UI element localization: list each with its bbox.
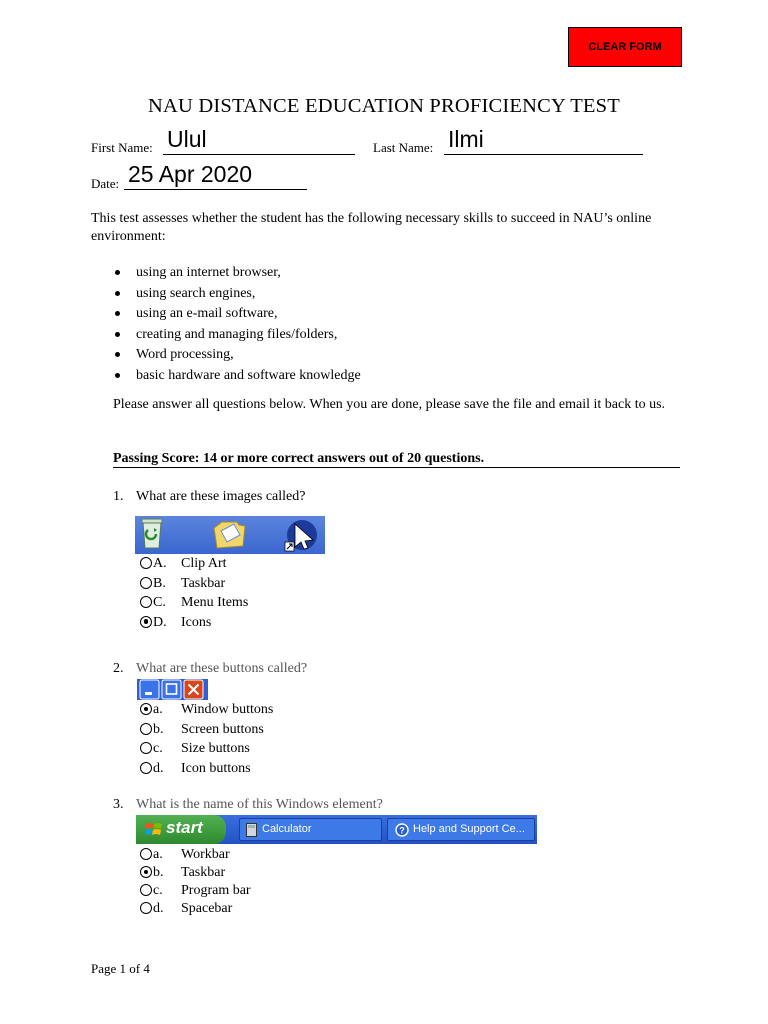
shortcut-icon (285, 520, 317, 551)
desktop-icons-image (135, 516, 325, 554)
radio-icon[interactable] (140, 742, 152, 754)
skill-item (113, 366, 613, 387)
page-title: NAU DISTANCE EDUCATION PROFICIENCY TEST (148, 95, 620, 117)
skill-text: creating and managing files/folders, (136, 326, 338, 342)
option-letter: c. (153, 883, 163, 898)
skill-item (113, 345, 613, 366)
option-text: Menu Items (181, 595, 249, 610)
intro-text: This test assesses whether the student has the following necessary skills to succeed in NAU’s online environment: (91, 211, 652, 244)
answer-option[interactable] (140, 739, 400, 758)
passing-score: Passing Score: 14 or more correct answers out of 20 questions. (113, 451, 485, 466)
option-text: Clip Art (181, 556, 227, 571)
bullet-icon (115, 352, 120, 357)
taskbar-image (136, 815, 537, 844)
minimize-icon (140, 680, 159, 699)
skill-item (113, 263, 613, 284)
skill-item (113, 325, 613, 346)
option-letter: B. (153, 575, 166, 591)
windows-logo-icon (145, 821, 163, 838)
skill-text: using search engines, (136, 285, 256, 301)
help-icon (395, 823, 409, 837)
instructions-text: Please answer all questions below. When you are done, please save the file and email it back to us. (113, 397, 666, 412)
taskbar-item-help (387, 818, 535, 841)
option-letter: b. (153, 865, 164, 880)
folder-icon (214, 522, 245, 548)
radio-icon[interactable] (140, 723, 152, 735)
answer-option[interactable] (140, 554, 400, 573)
skill-item (113, 284, 613, 305)
answer-option[interactable] (140, 845, 400, 864)
question-3-text: What is the name of this Windows element? (136, 797, 383, 812)
option-text: Taskbar (181, 575, 226, 591)
radio-selected-icon[interactable] (140, 703, 152, 715)
skill-text: using an internet browser, (136, 265, 281, 280)
clear-form-button[interactable]: CLEAR FORM (568, 27, 682, 67)
option-letter: C. (153, 595, 166, 610)
option-letter: A. (153, 556, 167, 571)
answer-option[interactable] (140, 881, 400, 900)
date-field[interactable]: 25 Apr 2020 (124, 161, 307, 190)
option-text: Program bar (181, 883, 251, 898)
option-letter: b. (153, 721, 164, 737)
question-3-options (140, 845, 440, 925)
radio-icon[interactable] (140, 884, 152, 896)
option-text: Workbar (181, 847, 230, 862)
start-label: start (166, 818, 203, 837)
taskbar-item-label: Calculator (262, 823, 312, 835)
start-button (136, 815, 226, 844)
question-2-number: 2. (113, 661, 124, 676)
option-text: Screen buttons (181, 721, 264, 737)
option-letter: a. (153, 702, 163, 717)
answer-option[interactable] (140, 593, 400, 612)
question-1-options (140, 554, 440, 634)
answer-option[interactable] (140, 899, 400, 918)
option-letter: d. (153, 901, 164, 916)
option-text: Spacebar (181, 901, 233, 916)
answer-option[interactable] (140, 700, 400, 719)
last-name-field[interactable]: Ilmi (444, 126, 643, 155)
close-icon (184, 680, 203, 699)
skill-item (113, 304, 613, 325)
radio-icon[interactable] (140, 902, 152, 914)
last-name-label: Last Name: (373, 140, 434, 155)
question-2-options (140, 700, 440, 780)
radio-selected-icon[interactable] (140, 616, 152, 628)
taskbar-item-label: Help and Support Ce... (413, 823, 525, 835)
question-3-number: 3. (113, 797, 124, 812)
skill-text: Word processing, (136, 347, 234, 362)
skills-list (113, 263, 613, 386)
bullet-icon (115, 291, 120, 296)
option-letter: d. (153, 760, 164, 776)
option-text: Icon buttons (181, 760, 251, 776)
answer-option[interactable] (140, 759, 400, 778)
recycle-bin-icon (142, 519, 162, 548)
bullet-icon (115, 373, 120, 378)
svg-text:?: ? (399, 825, 405, 836)
radio-icon[interactable] (140, 557, 152, 569)
question-1-number: 1. (113, 489, 124, 504)
calculator-icon (246, 823, 257, 837)
radio-icon[interactable] (140, 848, 152, 860)
radio-icon[interactable] (140, 596, 152, 608)
answer-option[interactable] (140, 863, 400, 882)
option-letter: D. (153, 614, 167, 630)
question-2-text: What are these buttons called? (136, 661, 308, 676)
first-name-field[interactable]: Ulul (163, 126, 355, 155)
answer-option[interactable] (140, 613, 400, 632)
option-text: Taskbar (181, 865, 226, 880)
option-text: Window buttons (181, 702, 274, 717)
option-letter: a. (153, 847, 163, 862)
radio-icon[interactable] (140, 577, 152, 589)
answer-option[interactable] (140, 720, 400, 739)
first-name-label: First Name: (91, 140, 153, 155)
option-letter: c. (153, 741, 163, 756)
bullet-icon (115, 332, 120, 337)
option-text: Size buttons (181, 741, 250, 756)
skill-text: using an e-mail software, (136, 306, 278, 321)
window-buttons-image (137, 679, 208, 700)
divider (113, 467, 680, 468)
page-number: Page 1 of 4 (91, 961, 150, 976)
bullet-icon (115, 270, 120, 275)
radio-selected-icon[interactable] (140, 866, 152, 878)
question-1-text: What are these images called? (136, 489, 306, 504)
option-text: Icons (181, 614, 212, 630)
date-label: Date: (91, 176, 120, 191)
skill-text: basic hardware and software knowledge (136, 367, 361, 383)
answer-option[interactable] (140, 574, 400, 593)
taskbar-item-calculator (239, 818, 382, 841)
maximize-icon (162, 680, 181, 699)
radio-icon[interactable] (140, 762, 152, 774)
bullet-icon (115, 311, 120, 316)
